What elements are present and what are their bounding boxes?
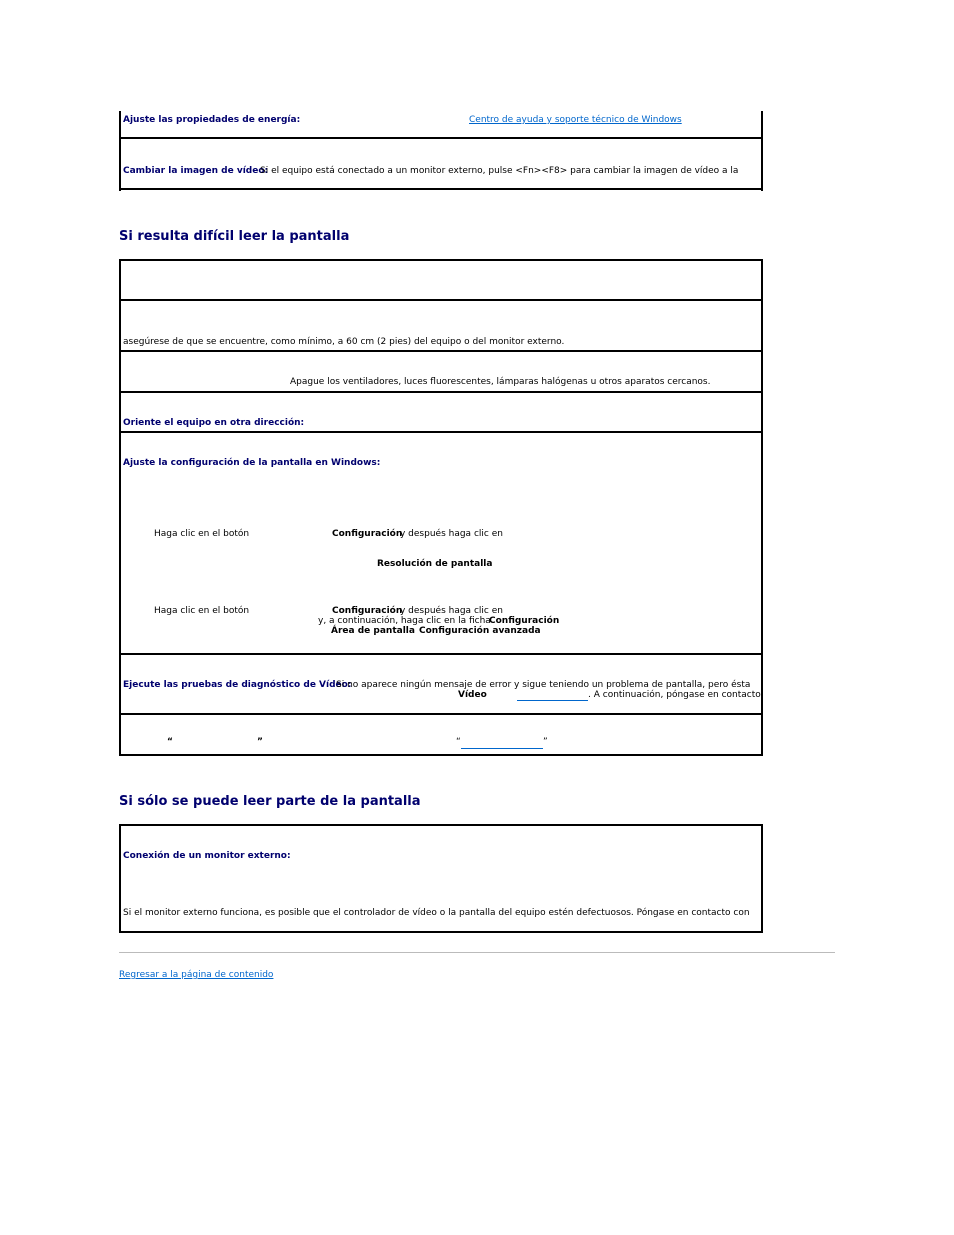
row-divider [121,713,761,715]
row-divider [121,653,761,655]
screen-area-label: Área de pantalla [331,626,415,636]
close-quote: ” [257,737,263,747]
adjust-display-settings-label: Ajuste la configuración de la pantalla en Windows: [123,458,381,468]
close-quote-2: ” [543,737,548,747]
advanced-settings-label: Configuración avanzada [419,626,541,636]
step2-text: Haga clic en el botón [154,606,250,616]
reference-link-underline[interactable] [461,748,543,749]
row-divider [121,188,761,190]
diagnostics-link-underline[interactable] [517,700,588,701]
distance-text: asegúrese de que se encuentre, como mínimo, a 60 cm (2 pies) del equipo o del monitor externo. [123,337,565,347]
external-monitor-text: Si el monitor externo funciona, es posible que el controlador de vídeo o la pantalla del equipo estén defectuosos. Póngase en contacto con [123,908,750,918]
video-diagnostics-text2: . A continuación, póngase en contacto [588,690,761,700]
row-divider [121,431,761,433]
open-quote-2: “ [456,737,461,747]
section-heading-hard-to-read: Si resulta difícil leer la pantalla [119,229,350,244]
horizontal-rule [119,952,835,953]
video-diagnostics-label: Ejecute las pruebas de diagnóstico de Vídeo: [123,680,352,690]
row-divider [121,350,761,352]
open-quote: “ [167,737,173,747]
row-divider [121,391,761,393]
power-properties-label: Ajuste las propiedades de energía: [123,115,301,125]
back-to-contents-link[interactable]: Regresar a la página de contenido [119,970,274,980]
step2-settings-bold: Configuración [332,606,403,616]
change-video-image-label: Cambiar la imagen de vídeo: [123,166,269,176]
change-video-image-text: Si el equipo está conectado a un monitor externo, pulse <Fn><F8> para cambiar la imagen de vídeo a la [260,166,739,176]
row-divider [121,299,761,301]
video-diagnostics-text: Si no aparece ningún mensaje de error y sigue teniendo un problema de pantalla, pero ésta [336,680,751,690]
screen-resolution-label: Resolución de pantalla [377,559,493,569]
step1-suffix: y después haga clic en [400,529,503,539]
step2-suffix: y después haga clic en [400,606,503,616]
turn-off-appliances-text: Apague los ventiladores, luces fluorescentes, lámparas halógenas u otros aparatos cercanos. [290,377,711,387]
step1-text: Haga clic en el botón [154,529,250,539]
step1-settings-bold: Configuración [332,529,403,539]
section-heading-partial-screen: Si sólo se puede leer parte de la pantalla [119,794,421,809]
orient-computer-label: Oriente el equipo en otra dirección: [123,418,305,428]
help-support-link[interactable]: Centro de ayuda y soporte técnico de Windows [469,115,682,125]
video-bold-word: Vídeo [458,690,487,700]
row-divider [121,137,761,139]
external-monitor-label: Conexión de un monitor externo: [123,851,291,861]
settings-tab-label: Configuración [489,616,560,626]
step2-line2: y, a continuación, haga clic en la ficha [318,616,491,626]
